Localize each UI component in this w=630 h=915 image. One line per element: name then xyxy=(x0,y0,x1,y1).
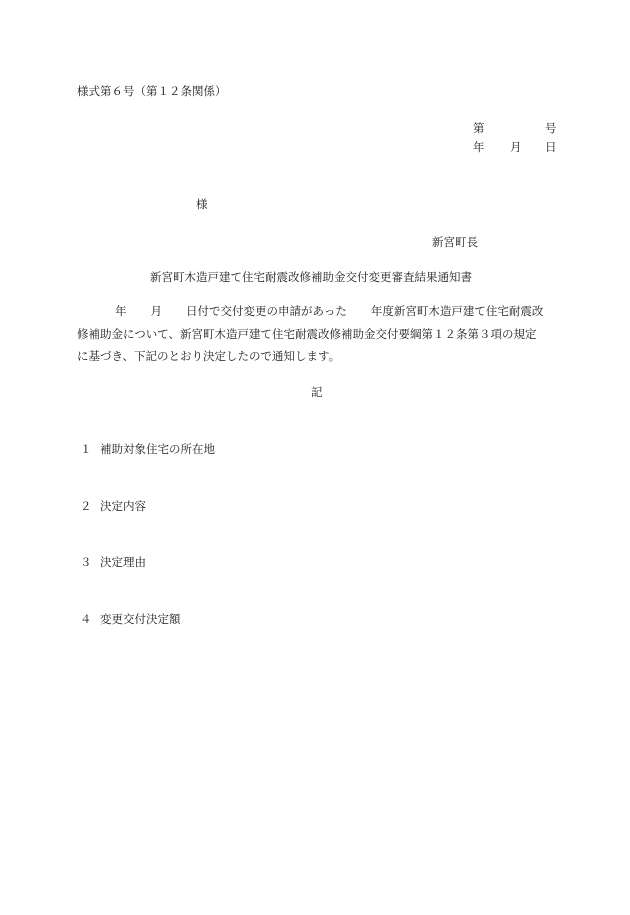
sender-name: 新宮町長 xyxy=(432,235,478,249)
document-number-prefix: 第 xyxy=(473,121,485,135)
date-year-label: 年 xyxy=(473,140,485,154)
item-number: ２ xyxy=(80,499,92,513)
ki-heading: 記 xyxy=(311,385,323,399)
list-item xyxy=(80,444,215,456)
date-day-label: 日 xyxy=(545,140,557,154)
item-number: １ xyxy=(80,442,92,456)
item-number: ４ xyxy=(80,612,92,626)
body-line-3: に基づき、下記のとおり決定したので通知します。 xyxy=(77,349,341,363)
body-month-label: 月 xyxy=(150,304,162,318)
list-item xyxy=(80,501,146,513)
body-line-1 xyxy=(77,306,543,318)
body-line-2: 修補助金について、新宮町木造戸建て住宅耐震改修補助金交付要綱第１２条第３項の規定 xyxy=(77,327,537,341)
body-text-part2: 年度新宮町木造戸建て住宅耐震改 xyxy=(370,304,544,318)
list-item xyxy=(80,557,146,569)
addressee-honorific: 様 xyxy=(196,197,208,211)
item-label: 補助対象住宅の所在地 xyxy=(100,442,215,456)
item-label: 決定内容 xyxy=(100,499,146,513)
body-text-part1: 日付で交付変更の申請があった xyxy=(186,304,347,318)
list-item xyxy=(80,614,181,626)
document-title: 新宮町木造戸建て住宅耐震改修補助金交付変更審査結果通知書 xyxy=(150,270,472,284)
item-number: ３ xyxy=(80,555,92,569)
document-number-suffix: 号 xyxy=(545,121,557,135)
form-number: 様式第６号（第１２条関係） xyxy=(77,84,227,98)
item-label: 変更交付決定額 xyxy=(100,612,181,626)
item-label: 決定理由 xyxy=(100,555,146,569)
body-year-label: 年 xyxy=(115,304,127,318)
date-month-label: 月 xyxy=(510,140,522,154)
